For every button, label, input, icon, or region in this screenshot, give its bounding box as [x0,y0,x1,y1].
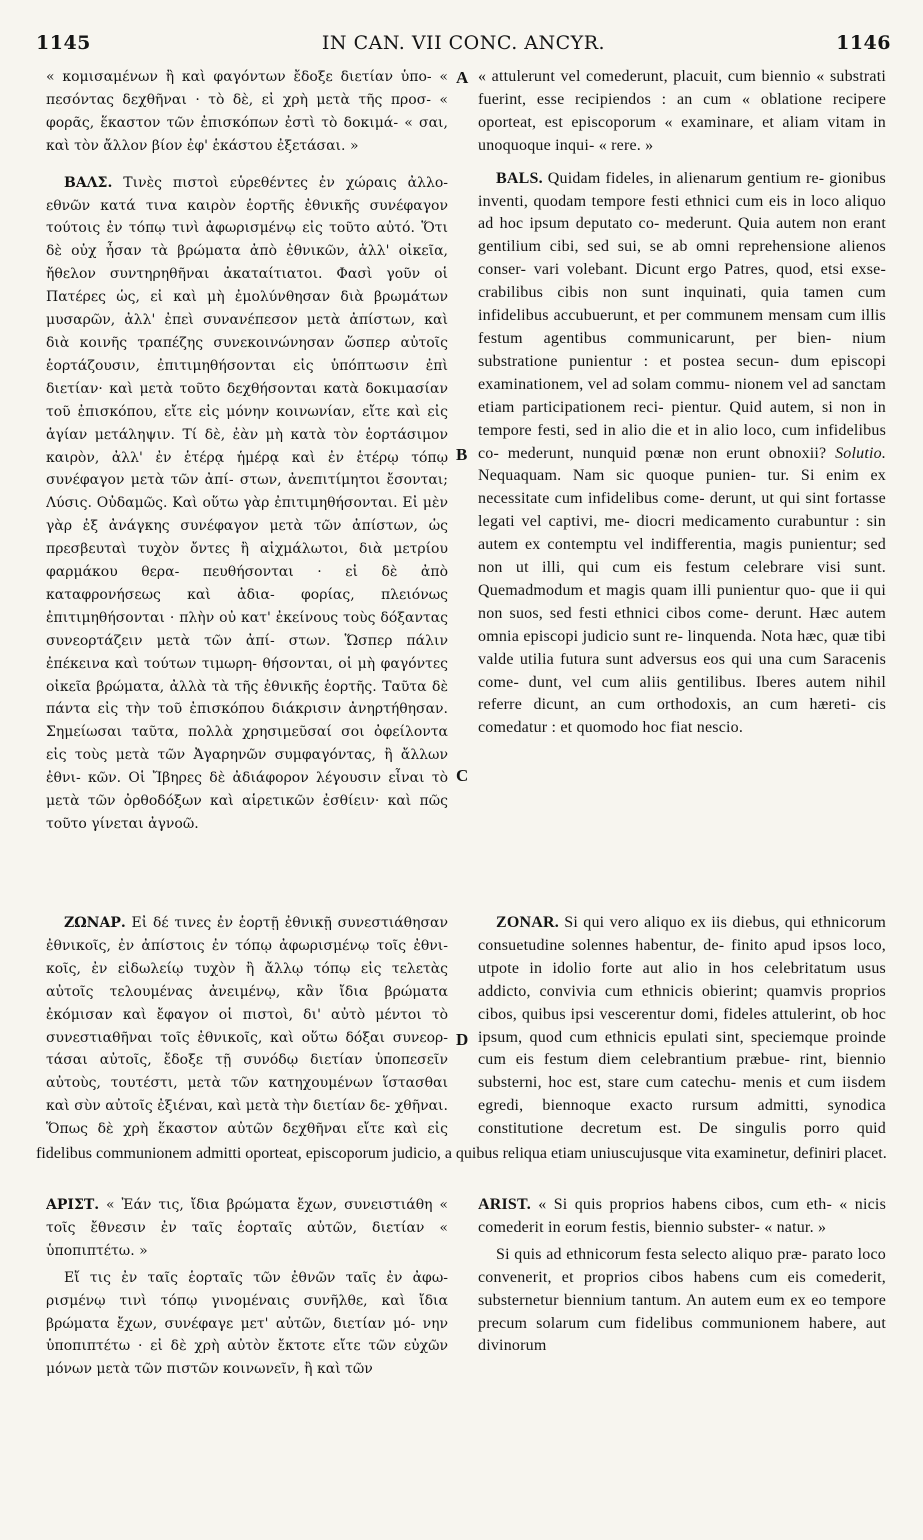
solutio-label: Solutio. [835,444,886,462]
latin-arist-quote: « Si quis proprios habens cibos, cum eth- « nicis comederit in eorum festis, biennio subster- « natur. » [478,1196,886,1236]
running-title: IN CAN. VII CONC. ANCYR. [321,32,606,54]
marker-d: D [456,1030,469,1049]
latin-balsamon-paragraph [478,168,886,741]
latin-zonaras-paragraph [478,912,886,1142]
greek-arist-quote: « Ἐάν τις, ἴδια βρώματα ἔχων, συνειστιάθη « τοῖς ἔθνεσιν ἐν ταῖς ἑορταῖς αὐτῶν, διετίαν « ὑποπιπτέτω. » [46,1197,448,1259]
latin-column-arist [478,1194,886,1530]
latin-arist-quote-paragraph [478,1194,886,1240]
arist-label-greek: ΑΡΙΣΤ. [46,1197,100,1213]
greek-column-arist [46,1194,448,1530]
latin-column-zonaras [478,912,886,1142]
marker-c: C [456,766,469,785]
page-number-right: 1146 [836,32,891,54]
marker-a: A [456,68,469,87]
zonaras-label-latin: ZONAR. [496,914,559,931]
greek-zonaras-text: Εἰ δέ τινες ἐν ἑορτῇ ἐθνικῇ συνεστιάθησαν ἐθνικοῖς, ἐν ἀπίστοις ἐν τόπῳ ἀφωρισμένῳ τοῖς ἐθνι- κοῖς, ἐν εἰδωλείῳ τυχὸν ἢ ἄλλῳ τόπῳ εἰς τελετὰς αὐτοῖς τελουμένας ἀνειμένῳ, κἂν ἴδια βρώματα ἐκόμισαν καὶ ἔφαγον οἱ πιστοὶ, δι' αὐτὸ μέντοι τὸ συνεστιαθῆναι τοῖς ἐθνικοῖς, καὶ οὕτω δόξαι συνεορ- τάσαι αὐτοῖς, ἔδοξε τῇ συνόδῳ διετίαν ὑποπεσεῖν αὐτοὺς, τουτέστι, μετὰ τῶν κατηχουμένων ἵστασθαι καὶ σὺν αὐτοῖς ἐξιέναι, καὶ μετὰ τὴν διετίαν δε- χθῆναι. Ὅπως δὲ χρὴ ἕκαστον αὐτῶν δεχθῆναι εἴτε καὶ εἰς [46,915,448,1138]
balsamon-label-greek: ΒΑΛΣ. [64,174,113,191]
greek-arist-quote-paragraph [46,1194,448,1263]
latin-canon-quote: « attulerunt vel comederunt, placuit, cum biennio « substrati fuerint, esse recipiendos : an cum « oblatione recipere oporteat, est episcoporum « examinare, et aliam vitam in unoquoque inqui- « rere. » [478,68,886,154]
latin-zonaras-text: Si qui vero aliquo ex iis diebus, qui ethnicorum consuetudine solennes habentur, de- finito apud ipsos loco, utpote in idolio forte aut alio in hos celebritatum usus addicto, convivia cum ethnicis obierint; quamvis proprios cibos, quibus ipsi vescerentur domi, fideles attulerint, ob hoc ipsum, quod cum ethnicis epulati sint, speciemque proinde cum eis festum diem celebrantium præbue- rint, biennio substerni, hoc est, stare cum catechu- menis et cum iisdem egredi, biennoque exacto rursum admitti, synodica constitutione decretum est. De singulis porro quid [478,914,886,1138]
greek-balsamon-paragraph [46,172,448,836]
full-width-continuation: fidelibus communionem admitti oporteat, episcoporum judicio, a quibus reliqua etiam uniuscujusque vita examinetur, definiri placet. [36,1145,887,1162]
arist-label-latin: ARIST. [478,1196,531,1213]
latin-arist-text: Si quis ad ethnicorum festa selecto aliquo præ- parato loco convenerit, et proprios cibos habens cum eis comederit, substernetur biennium tantum. An autem eum ex eo tempore precum solarum cum fidelibus communionem habere, aut divinorum [478,1245,886,1355]
greek-balsamon-text: Τινὲς πιστοὶ εὑρεθέντες ἐν χώραις ἀλλο- εθνῶν κατά τινα καιρὸν ἑορτῆς ἐθνικῆς συνέφαγον τούτοις ἐν τόπῳ τινὶ ἀφωρισμένῳ εἰς τοῦτο αὐτό. Ὅτι δὲ οὐχ ἦσαν τὰ βρώματα ἀπὸ ἐθνικῶν, ἀλλ' οἰκεῖα, ἤθελον συντηρηθῆναι ἀκαταίτιατοι. Φασὶ γοῦν οἱ Πατέρες ὡς, εἰ καὶ μὴ ἐμολύνθησαν διὰ βρωμάτων μυσαρῶν, ἀλλ' ἐπεὶ συνανέπεσον μετὰ ἀπίστων, καὶ διὰ κοινῆς τραπέζης συνεκοινώνησαν ὥσπερ αὐτοῖς ἑορτάζουσιν, ἐπιτιμηθήσονται εἰς ὑπόπτωσιν ἐπὶ διετίαν· καὶ μετὰ τοῦτο δεχθήσονται κατὰ δοκιμασίαν τοῦ ἐπισκόπου, εἴτε εἰς μόνην κοινωνίαν, εἴτε καὶ εἰς ἁγίαν μετάληψιν. Τί δὲ, ἐὰν μὴ κατὰ τὸν ἑορτάσιμον καιρὸν, ἀλλ' ἐν ἑτέρᾳ ἡμέρᾳ καὶ ἐν ἑτέρῳ τόπῳ συνέφαγον μετὰ τῶν ἀπί- στων, ἀνεπιτίμητοι ἔσονται; Λύσις. Οὐδαμῶς. Καὶ οὕτω γὰρ ἐπιτιμηθήσονται. Εἰ μὲν γὰρ ἐξ ἀνάγκης συνέφαγον μετὰ τῶν ἀπίστων, ὡς πρεσβευταὶ τυχὸν ὄντες ἢ αἰχμάλωτοι, διὰ μετρίου φαρμάκου θερα- πευθήσονται · εἰ δὲ ἀπὸ καταφρονήσεως καὶ ἀδια- φορίας, πλειόνως ἐπιτιμηθήσονται · πλὴν οὐ κατ' ἐκείνους τοὺς δόξαντας συνεορτάζειν μετὰ τῶν ἀπί- στων. Ὥσπερ πάλιν ἐπέκεινα καὶ τούτων τιμωρη- θήσονται, οἱ μὴ φαγόντες οἰκεῖα βρώματα, ἀλλὰ τὰ τῆς ἐθνικῆς ἑορτῆς. Ταῦτα δὲ πάντα εἰς τὴν τοῦ ἐπισκόπου διάκρισιν ἀνηρτήθησαν. Σημείωσαι ταῦτα, πολλὰ χρησιμεῦσαί σοι ὀφείλοντα εἰς τοὺς μετὰ τῶν Ἀγαρηνῶν συμφαγόντας, ἢ ἄλλων ἐθνι- κῶν. Οἱ Ἴβηρες δὲ ἀδιάφορον λέγουσιν εἶναι τὸ μετὰ τῶν ὀρθοδόξων καὶ αἱρετικῶν ἐσθίειν· καὶ πῶς τοῦτο γίνεται ἀγνοῶ. [46,174,448,832]
greek-arist-text: Εἴ τις ἐν ταῖς ἑορταῖς τῶν ἐθνῶν ταῖς ἐν ἀφω- ρισμένῳ τινὶ τόπῳ γινομέναις συνῆλθε, καὶ ἴδια βρώματα ἔχων, συνέφαγε μετ' αὐτῶν, διετίαν μό- νην ὑποπιπτέτω · εἰ δὲ χρὴ αὐτὸν ἔκτοτε εἴτε τῶν εὐχῶν μόνων μετὰ τῶν πιστῶν κοινωνεῖν, ἢ καὶ τῶν [46,1269,448,1378]
greek-canon-quote: « κομισαμένων ἢ καὶ φαγόντων ἔδοξε διετίαν ὑπο- « πεσόντας δεχθῆναι · τὸ δὲ, εἰ χρὴ μετὰ τῆς προσ- « φορᾶς, ἕκαστον τῶν ἐπισκόπων ἐστὶ τὸ δοκιμά- « σαι, καὶ τὸν ἄλλον βίον ἐφ' ἑκάστου ἐξετάσαι. » [46,69,448,154]
balsamon-label-latin: BALS. [496,169,543,187]
zonaras-label-greek: ΖΩΝΑΡ. [64,915,126,931]
page-number-left: 1145 [36,32,91,54]
greek-zonaras-paragraph [46,912,448,1142]
page-header [36,32,891,58]
latin-balsamon-text: Quidam fideles, in alienarum gentium re- gionibus inventi, quodam tempore festi ethnici cum eis in loco aliquo ad hoc ipsum deputato co- mederunt. Quia autem non erant gentilium cibi, sed sui, se ab omni reprehensione alienos conser- vari volebant. Dicunt ergo Patres, quod, etsi exse- crabilibus cibis non sunt inquinati, quia tamen cum infidelibus accubuerunt, et per communem mensam cum illis festum agentibus communicarunt, per bien- nium substratione punientur : et postea secun- dum episcopi examinationem, vel ad solam commu- nionem vel ad sanctam etiam participationem reci- pientur. Quid autem, si non in tempore festi, sed in alio die et in alio loco, cum infidelibus co- mederunt, nunquid pœnæ non erunt obnoxii? [478,169,886,462]
greek-column-zonaras [46,912,448,1142]
greek-column-top [46,66,448,888]
marker-b: B [456,445,468,464]
latin-column-top [478,66,886,888]
latin-balsamon-text-2: Nequaquam. Nam sic quoque punien- tur. Si enim ex necessitate cum infidelibus come- derunt, ut qui sint fortasse legati vel captivi, me- diocri medicamento curabuntur : sin autem ex contemptu vel indifferentia, magis punientur; sed non ut illi, qui cum eis festum celebrare visi sunt. Quemadmodum et magis quam illi punientur quo- que ii qui non suos, sed festi ethnici cibos come- derunt. Hæc autem omnia episcopi judicio sunt re- linquenda. Nota hæc, quæ tibi valde utilia futura sunt adversus eos qui una cum Saracenis come- dunt, vel cum aliis gentilibus. Iberes autem nihil referre dicunt, an cum orthodoxis, an cum hæreti- cis comedatur : et quomodo hoc fiat nescio. [478,467,886,737]
